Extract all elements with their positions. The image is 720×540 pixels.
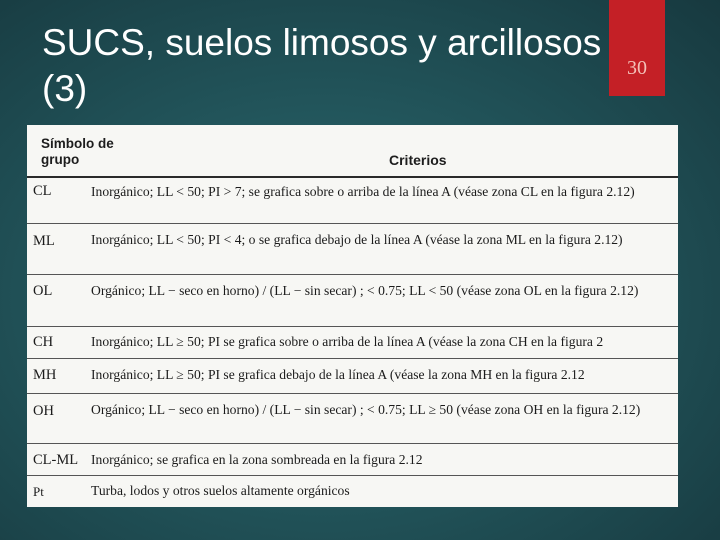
- group-criteria: Orgánico; LL − seco en horno) / (LL − sin secar) ; < 0.75; LL ≥ 50 (véase zona OH en la figura 2.12): [91, 402, 641, 417]
- row-divider: [27, 274, 678, 275]
- group-criteria: Turba, lodos y otros suelos altamente orgánicos: [91, 483, 350, 498]
- group-symbol: Pt: [33, 484, 44, 499]
- group-symbol: OL: [33, 283, 53, 299]
- group-symbol: ML: [33, 233, 55, 249]
- group-symbol: CL: [33, 183, 52, 199]
- group-criteria: Inorgánico; se grafica en la zona sombreada en la figura 2.12: [91, 452, 423, 467]
- table-row: [27, 481, 678, 505]
- table-row: [27, 280, 678, 320]
- header-rule: [27, 176, 678, 178]
- group-criteria: Inorgánico; LL < 50; PI > 7; se grafica sobre o arriba de la línea A (véase zona CL en la figura 2.12): [91, 184, 635, 199]
- row-divider: [27, 223, 678, 224]
- table-row: [27, 449, 678, 473]
- header-symbol: Símbolo de grupo: [41, 136, 114, 167]
- group-criteria: Orgánico; LL − seco en horno) / (LL − sin secar) ; < 0.75; LL < 50 (véase zona OL en la figura 2.12): [91, 283, 639, 298]
- page-number-badge: [609, 0, 665, 96]
- group-criteria: Inorgánico; LL ≥ 50; PI se grafica debajo de la línea A (véase la zona MH en la figura 2.12: [91, 367, 585, 382]
- table-row: [27, 365, 678, 389]
- group-criteria: Inorgánico; LL ≥ 50; PI se grafica sobre o arriba de la línea A (véase la zona CH en la figura 2: [91, 334, 604, 349]
- page-number: 30: [627, 57, 647, 79]
- row-divider: [27, 475, 678, 476]
- group-symbol: CL-ML: [33, 452, 79, 468]
- table-header: [27, 125, 678, 177]
- table-row: [27, 399, 678, 439]
- row-divider: [27, 358, 678, 359]
- group-symbol: CH: [33, 334, 54, 350]
- group-symbol: MH: [33, 367, 57, 383]
- row-divider: [27, 443, 678, 444]
- slide-title: SUCS, suelos limosos y arcillosos (3): [42, 22, 602, 109]
- row-divider: [27, 393, 678, 394]
- table-row: [27, 181, 678, 221]
- header-criteria: Criterios: [389, 152, 447, 168]
- row-divider: [27, 326, 678, 327]
- soil-classification-table: [27, 125, 678, 507]
- table-row: [27, 332, 678, 356]
- group-criteria: Inorgánico; LL < 50; PI < 4; o se grafica debajo de la línea A (véase la zona ML en la figura 2.12): [91, 232, 623, 247]
- table-row: [27, 229, 678, 269]
- group-symbol: OH: [33, 403, 54, 419]
